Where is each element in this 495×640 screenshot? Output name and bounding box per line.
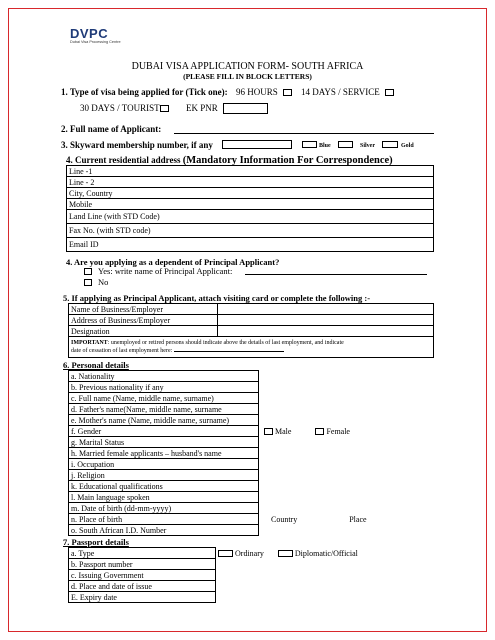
table-row (69, 304, 434, 315)
passport-detail-value[interactable] (216, 548, 435, 559)
full-name-field[interactable] (174, 133, 434, 134)
table-row (67, 224, 434, 238)
table-row (69, 459, 435, 470)
birth-country-label: Country (271, 514, 298, 524)
q5-label: 5. If applying as Principal Applicant, attach visiting card or complete the following :- (63, 293, 371, 303)
personal-detail-label: i. Occupation (69, 459, 259, 470)
employer-name-label: Name of Business/Employer (69, 304, 218, 315)
q1-30-days-checkbox[interactable] (160, 105, 169, 112)
personal-detail-value[interactable] (259, 481, 435, 492)
table-row (69, 382, 435, 393)
passport-detail-value[interactable] (216, 570, 435, 581)
personal-detail-value[interactable] (259, 470, 435, 481)
employer-table (68, 303, 434, 358)
birth-place-label: Place (349, 514, 367, 524)
table-row (69, 393, 435, 404)
skyward-gold-label: Gold (401, 143, 414, 149)
q1-30-days-label: 30 DAYS / TOURIST (80, 103, 160, 113)
skyward-silver-label: Silver (360, 143, 375, 149)
gender-female-label: Female (326, 426, 350, 436)
table-row (69, 492, 435, 503)
table-row (69, 525, 435, 536)
passport-ordinary-label: Ordinary (235, 548, 264, 558)
cessation-date-field[interactable] (174, 351, 284, 352)
personal-detail-label: c. Full name (Name, middle name, surname) (69, 393, 259, 404)
designation-label: Designation (69, 326, 218, 337)
address-landline-label[interactable]: Land Line (with STD Code) (67, 210, 434, 224)
personal-detail-label: j. Religion (69, 470, 259, 481)
personal-detail-value[interactable] (259, 459, 435, 470)
address-mobile-label[interactable]: Mobile (67, 199, 434, 210)
ek-pnr-field[interactable] (223, 103, 268, 114)
personal-detail-value[interactable] (259, 393, 435, 404)
personal-detail-label: b. Previous nationality if any (69, 382, 259, 393)
passport-details-table (68, 547, 434, 603)
personal-detail-value[interactable] (259, 404, 435, 415)
personal-detail-value[interactable] (259, 492, 435, 503)
table-row (69, 326, 434, 337)
important-text: : unemployed or retired persons should indicate above the details of last employment, and indicate (107, 340, 344, 346)
principal-name-field[interactable] (245, 274, 427, 275)
personal-detail-value[interactable] (259, 448, 435, 459)
gender-female-checkbox[interactable] (315, 428, 324, 435)
personal-detail-value[interactable] (259, 514, 435, 525)
gender-male-label: Male (275, 426, 292, 436)
table-row (69, 437, 435, 448)
personal-detail-label: f. Gender (69, 426, 259, 437)
table-row (67, 199, 434, 210)
logo-brand: DVPC (70, 26, 109, 41)
passport-detail-label: c. Issuing Government (69, 570, 216, 581)
employer-address-label: Address of Business/Employer (69, 315, 218, 326)
q7-label: 7. Passport details (63, 537, 129, 547)
address-line1-label[interactable]: Line -1 (67, 166, 434, 177)
skyward-blue-checkbox[interactable] (302, 141, 317, 148)
form-title: DUBAI VISA APPLICATION FORM- SOUTH AFRICA (131, 61, 364, 72)
passport-detail-value[interactable] (216, 592, 435, 603)
personal-detail-label: k. Educational qualifications (69, 481, 259, 492)
personal-detail-value[interactable] (259, 525, 435, 536)
q1-96-hours-checkbox[interactable] (283, 89, 292, 96)
table-row (69, 371, 435, 382)
table-row (69, 470, 435, 481)
skyward-silver-checkbox[interactable] (338, 141, 353, 148)
passport-diplomatic-checkbox[interactable] (278, 550, 293, 557)
table-row (67, 238, 434, 252)
passport-detail-value[interactable] (216, 581, 435, 592)
passport-detail-label: b. Passport number (69, 559, 216, 570)
table-row (69, 481, 435, 492)
employer-name-value[interactable] (218, 304, 434, 315)
important-text-2: date of cessation of last employment here: (71, 348, 173, 354)
q1-14-days-label: 14 DAYS / SERVICE (301, 87, 380, 97)
personal-detail-value[interactable] (259, 371, 435, 382)
table-row (69, 581, 435, 592)
address-email-label[interactable]: Email ID (67, 238, 434, 252)
passport-detail-value[interactable] (216, 559, 435, 570)
passport-detail-label: E. Expiry date (69, 592, 216, 603)
address-line2-label[interactable]: Line - 2 (67, 177, 434, 188)
q4b-label: 4. Are you applying as a dependent of Principal Applicant? (66, 257, 280, 267)
skyward-number-field[interactable] (222, 140, 292, 149)
personal-detail-value[interactable] (259, 415, 435, 426)
personal-detail-value[interactable] (259, 426, 435, 437)
table-row (69, 559, 435, 570)
q2-label: 2. Full name of Applicant: (61, 124, 162, 134)
personal-detail-label: n. Place of birth (69, 514, 259, 525)
personal-detail-label: a. Nationality (69, 371, 259, 382)
table-row (69, 503, 435, 514)
passport-ordinary-checkbox[interactable] (218, 550, 233, 557)
table-row (67, 166, 434, 177)
passport-detail-label: d. Place and date of issue (69, 581, 216, 592)
personal-detail-label: e. Mother's name (Name, middle name, surname) (69, 415, 259, 426)
table-row (67, 188, 434, 199)
q1-14-days-checkbox[interactable] (385, 89, 394, 96)
table-row (69, 404, 435, 415)
table-row (69, 548, 435, 559)
dependent-yes-label: Yes: write name of Principal Applicant: (98, 266, 233, 276)
table-row (69, 415, 435, 426)
employer-address-value[interactable] (218, 315, 434, 326)
personal-details-table (68, 370, 434, 536)
table-row (69, 448, 435, 459)
personal-detail-label: l. Main language spoken (69, 492, 259, 503)
personal-detail-label: h. Married female applicants – husband's name (69, 448, 259, 459)
table-row (69, 315, 434, 326)
skyward-gold-checkbox[interactable] (382, 141, 398, 148)
table-row (69, 337, 434, 358)
q3-label: 3. Skyward membership number, if any (61, 140, 213, 150)
logo-tagline: Dubai Visa Processing Centre (70, 40, 121, 44)
q1-label: 1. Type of visa being applied for (Tick one): (61, 87, 228, 97)
personal-detail-label: o. South African I.D. Number (69, 525, 259, 536)
personal-detail-value[interactable] (259, 437, 435, 448)
dependent-no-label: No (98, 277, 109, 287)
skyward-blue-label: Blue (319, 143, 331, 149)
address-table (66, 165, 434, 252)
q4-mandatory-note: (Mandatory Information For Correspondence) (182, 155, 393, 166)
personal-detail-value[interactable] (259, 382, 435, 393)
important-note (69, 337, 434, 358)
table-row (67, 210, 434, 224)
q6-label: 6. Personal details (63, 360, 129, 370)
ek-pnr-label: EK PNR (186, 103, 218, 113)
personal-detail-value[interactable] (259, 503, 435, 514)
table-row (69, 426, 435, 437)
table-row (67, 177, 434, 188)
address-city-label[interactable]: City, Country (67, 188, 434, 199)
dependent-no-checkbox[interactable] (84, 279, 92, 286)
personal-detail-label: m. Date of birth (dd-mm-yyyy) (69, 503, 259, 514)
dvpc-logo (70, 28, 121, 45)
q4-label-text: 4. Current residential address (66, 155, 181, 165)
table-row (69, 570, 435, 581)
address-fax-label[interactable]: Fax No. (with STD code) (67, 224, 434, 238)
table-row (69, 514, 435, 525)
table-row (69, 592, 435, 603)
passport-detail-label: a. Type (69, 548, 216, 559)
passport-diplomatic-label: Diplomatic/Official (294, 548, 358, 558)
q1-96-hours-label: 96 HOURS (236, 87, 278, 97)
important-label: IMPORTANT (71, 340, 108, 346)
personal-detail-label: d. Father's name(Name, middle name, surname (69, 404, 259, 415)
gender-male-checkbox[interactable] (264, 428, 273, 435)
designation-value[interactable] (218, 326, 434, 337)
personal-detail-label: g. Marital Status (69, 437, 259, 448)
form-subtitle: (PLEASE FILL IN BLOCK LETTERS) (183, 72, 312, 81)
dependent-yes-checkbox[interactable] (84, 268, 92, 275)
